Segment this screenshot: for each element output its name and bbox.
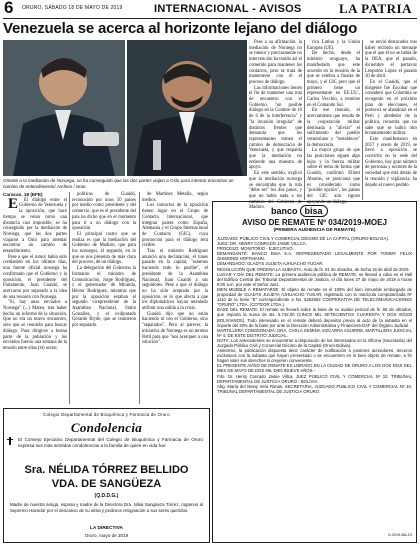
column-divider xyxy=(69,192,70,404)
auction-code: O.2019-BA-19 xyxy=(387,533,412,537)
deceased-name-line-2: VDA. DE SANGÜEZA xyxy=(51,478,162,490)
condolence-title: Condolencia xyxy=(70,420,143,435)
condolence-text: Madre de nuestra amiga, esposa y madre de la Directora Dra. Nilsa Sangüeza Tórrez, rogamos al Supremo Hacedor por el descanso de su alma y pedimos resignación a sus seres queridos. xyxy=(10,502,203,513)
page-number: 6 xyxy=(4,0,14,17)
photo-caption xyxy=(3,178,247,189)
auction-body xyxy=(217,236,412,394)
auction-paragraph: Fdo. Dr. Henry Conrado Jaime Villca, JUEZ PÚBLICO CIVIL Y COMERCIAL Nº 10, TRIBUNAL DEPARTAMENTAL DE JUSTICIA ORURO - BOLIVIA. xyxy=(217,373,412,384)
paragraph: políticas de Guaidó, reconocido por unos 50 países por medio como presidente y del comercio, que es el presidente del país ha dicho que en el momento para ir a un diálogo con la oposición. xyxy=(72,192,136,232)
drop-cap: E xyxy=(8,195,19,212)
issue-date: ORURO, SÁBADO 18 DE MAYO DE 2019 xyxy=(22,5,123,11)
auction-paragraph: JUZGADO: PÚBLICO CIVIL Y COMERCIAL DÉCIMO DE LA CAPITAL (ORURO-BOLIVIA). xyxy=(217,236,389,241)
auction-paragraph: BASE DEL REMATE: El remate se llevará sobre la base de su avalúo pericial de fs. 66 de obrados, que importa la suma de Bs. 5.742,00 (CINCO MIL SETECIENTOS CUARENTA Y DOS 00/100 BOLIVIANOS). Todo interesado en el remate deberá depositar previo al acto de la subasta en el importe del 20% de la base por ante la Dirección Administrativa y Financiera-DAF del Órgano Judicial. xyxy=(217,307,412,328)
page-header xyxy=(0,0,420,19)
paragraph: "Si, hay unas enviados a Noruega" (...) Mateo, tras haber hecho un informe de la situación. Que no era un nuevo encuentro, sino que se reunirán para buscar diálogo. Para dirigirse a buena parte de la población y los enviados fueron una semana de la tensión entre ellas (el) sector. xyxy=(3,300,67,351)
auction-paragraph: LUGAR Y DÍA DEL REMATE: La primera audiencia pública de REMATE, se llevará a cabo en el Hall del Edificio Central del Tribunal Departamental de Justicia, el día lunes 27 de mayo de 2019 a horas 9:00 a.m. por ante el Señor Juez. xyxy=(217,271,412,287)
paragraph: En ese reunión, el acercamiento que resulta de la cooperación militar destinada a "aliviar" el sufrimiento del pueblo venezolano y "restablecer" la democracia. xyxy=(307,108,360,148)
auction-paragraph: RESOLUCIÓN QUE ORDENA LA SUBASTA: Auto de fs. 81 de obrados, de fecha 16 de abril de 2019. xyxy=(217,266,410,272)
auction-paragraph: Asimismo, la publicación dispuesta tiene carácter de notificación a postores acreedores, terceros exclusivos con la subasta que hayan presentado o se encuentren en el bien objeto de remate, a fin hagan valer sus derechos si creyeren conveniente. xyxy=(217,348,412,364)
article-column-1 xyxy=(3,192,67,404)
deceased-name xyxy=(4,463,209,491)
auction-paragraph: Abg. María del Neiny Vera Rimas, SECRETARIA, JUZGADO PÚBLICO CIVIL Y COMERCIAL Nº 10, TRIBUNAL DEPARTAMENTAL DE JUSTICIA ORURO. xyxy=(217,383,412,394)
paragraph: rica Latina y la Unión Europea (UE). xyxy=(307,40,360,51)
signatory: LA DIRECTIVA xyxy=(89,526,124,531)
caption-text: Oriente a la mediación de Noruega, se ha conseguido que las dos partes viajen a Oslo para intentar encontrar un camino de entendimiento/ xyxy=(3,178,234,189)
auction-paragraph: JUEZ: DR. HENRY CONRADO JAIME VILLCA. xyxy=(217,241,307,247)
auction-paragraph: EL PRESENTE AVISO DE REMATE ES LIBRADO EN LA CIUDAD DE ORURO A LOS DOS DÍAS DEL MES DE MAYO DE DOS MIL DIECINUEVE AÑOS.- xyxy=(217,363,412,374)
column-divider xyxy=(362,40,363,200)
paragraph: La mayor grupo de que las posiciones siguen algo lejos y la fuerza militar sobre el tema de forma que Guaidó, confirmó Elliott Abrams, se posiciona que es considerado como "posible opción", los países del GIC aún siguen apoyando un diálogo. xyxy=(307,148,360,205)
bank-word: banco xyxy=(271,206,298,216)
paragraph: En este sentido, explicó que la mediación noruega se encontraba que la ruta "debe ser" los dos pasos, y que no había nada a los caminos del Gobierno de Maduro. xyxy=(249,171,302,211)
auction-notice xyxy=(212,201,417,543)
column-divider xyxy=(139,192,140,404)
caption-credit: Archivo / Nota xyxy=(56,183,86,189)
column-divider xyxy=(304,40,305,200)
article-column-3 xyxy=(142,192,208,404)
paragraph: De hecho, desde el ministro uruguayo, ha manifestado que este acuerdo en la reunión de la que se celebra a finales de mayo, y el GIC pero que el primero tiene un representante en EE.UU., Carlos Vecchio, a reunirse en el Comando Sur. xyxy=(307,51,360,108)
auction-subtitle: (PRIMERA AUDIENCIA DE REMATE) xyxy=(273,228,356,233)
condolence-date: Oruro, mayo de 2019 xyxy=(84,533,129,538)
paragraph: El principal rastro que se realiza es que la mediación del Gobierno de Maduro, que para los noruegos, el segundo, en lo que se nos presenta de más clara del proceso, de un diálogo. xyxy=(72,231,136,266)
paragraph: La delegación del Gobierno la formaron el ministro de Comunicación, Jorge Rodríguez, y el gobernador de Miranda, Héctor Rodríguez, mientras que por la oposición estaban el segundo vicepresidente de la Asamblea Nacional, Stalin González, y el exdiputado Gerardo Blyde, que se reunieron por separado. xyxy=(72,266,136,329)
article-photo xyxy=(3,40,247,176)
newspaper-name: LA PATRIA xyxy=(339,1,412,16)
paragraph: Las informaciones tienen el fin de mantener una ruta de encuentro con el Gobierno, "un posible diálogo en la Cumbre de 10 de 6 de la interferencia" y "la invasión irregular" de distintos frentes que demanda que los representantes tomen el camino de democracia de Venezuela, y que respalda que la mediación no entiende una muestra de apoyo. xyxy=(249,85,302,171)
article-column-2 xyxy=(72,192,136,404)
paragraph xyxy=(3,195,67,255)
deceased-name-line-1: Sra. NÉLIDA TÓRREZ BELLIDO xyxy=(24,464,189,476)
paragraph: Los contactos de la oposición tienen lugar en el Grupo de Contacto Internacional, que integran países como España, Alemania y el Grupo Internacional de Contacto (GIC), cuya promoción para el diálogo será creíble. xyxy=(142,203,208,249)
bank-logo xyxy=(271,205,328,217)
paragraph: En el Guaidó, que el dirigente fue Escobar que consideró que Colombia se recogerán en el próximo plan de elecciones, el portavoz se abandonó en el Perú y alrededor de la política, recuerda que no sabe que se habrá otro levantamiento militar. xyxy=(365,79,417,137)
paragraph: de Martínez Metallo, según medios. xyxy=(142,192,208,203)
auction-paragraph: DEMANDADO: GLADYS JULIETA AJHUACHO YUGAR. xyxy=(217,261,324,267)
auction-paragraph: DEMANDANTE: BANCO BISA S.A. REPRESENTADO LEGALMENTE POR TOMMY FELIX GISMONDI HOFFMANN. xyxy=(217,251,412,262)
article-column-6 xyxy=(365,40,417,200)
paragraph-text: El diálogo entre el Gobierno de Venezuela y la oposición, que hace tiempo se veían como una distancia casi imposible, se ha conseguido por la mediación de Noruega, que las dos partes viajaron a Oslo para intentar encontrar un camino de entendimiento. xyxy=(3,197,67,255)
article-dateline: Caracas, 18 (EFE) xyxy=(3,192,43,197)
auction-paragraph: MARTILLERA COMISIONADA: DRA. CARLA GEMINA VIZCARRA AGUIRRE, MARTILLERA JUDICIAL Nº 4, DE ESTE DISTRITO JUDICIAL. xyxy=(217,327,412,338)
header-rule xyxy=(3,18,417,19)
auction-paragraph: BIEN MUEBLE A REMATARSE: El objeto de remate es el 100% del bien inmueble embargado de propiedad de GLADYS JULIETA AJHUACHO YUGAR, registrado con la matrícula computarizada Nº 1110 de la Serie "E" correspondiente a No. 5262562 COOPERATIVA DE TELECOMUNICACIONES "ORURO" LTDA. (COTEOR LTDA.). xyxy=(217,286,412,308)
photo-illustration xyxy=(3,40,247,176)
paragraph: Tras el ministro Rodríguez anunció una declaración, el lunes pasado en la capital, "estamos haciendo todo lo posible", el presidente de la Asamblea Nacional, Juan Guaidó a sus seguidores. Pese a que el diálogo no ha sido aceptado por la oposición, es lo que afecta a que los diplomáticos hayan intentado atribuir una salida a la crisis. xyxy=(142,249,208,312)
article-headline: Venezuela se acerca al horizonte lejano del diálogo xyxy=(3,20,358,37)
auction-paragraph: NOTA: Los antecedentes se encuentran a disposición de los interesados en la Oficina (Secretaría) del Juzgado Público Civil y Comercial Décimo de la Capital (Oruro-Bolivia). xyxy=(217,337,412,348)
paragraph: Guaidó dijo que no están haciendo ni con el Gobierno, sino "separados". Pero al parecer, la iniciativa de Noruega es un terreno fértil para que "nos acerquen a una solución". xyxy=(142,311,208,346)
condolence-intro: El Consejo Ejecutivo Departamental del Colegio de Bioquímica y Farmacia de Oruro expresa sus más sentidas condolencias a la familia de quien en vida fue: xyxy=(18,437,203,448)
article-column-5 xyxy=(307,40,360,205)
section-title: INTERNACIONAL - AVISOS xyxy=(154,3,302,15)
paragraph: Pese a su afirmación, la mediación de Noruega no se menor y precisamente no intervención ha tenido así el cometido para mantener los contactos, pero se trata de mantenerse con el el proceso de diálogo. xyxy=(249,40,302,85)
bisa-logo-icon: bisa xyxy=(300,205,328,217)
condolence-organization: Colegio Departamental de Bioquímica y Farmacia de Oruro xyxy=(43,412,170,417)
condolence-notice xyxy=(3,408,210,543)
honorific: (Q.D.D.G.) xyxy=(94,493,119,499)
auction-paragraph: PROCESO: MONITORIO - EJECUTIVO. xyxy=(217,246,294,252)
auction-title: AVISO DE REMATE Nº 034/2019-MOEJ xyxy=(242,218,387,227)
paragraph: Esto manifestaron en 2017 y enero de 2019, se llevó a oposición se convirtió en la sede del Gobierno, hay gran número de personas y sectores de la sociedad que está detrás de la reunión y vigilancia, ha dejado el nuevo pedido. xyxy=(365,136,417,188)
paragraph: se envió destacados tras haber recibido un mensaje que el que él no se había de la OEA, que el pasado, diciembre el portavoz Leopoldo López el pasado 30 de abril. xyxy=(365,40,417,80)
paragraph: Pese a que el rumor había sido combatido en los últimos días, una fuente oficial noruega ha confirmado que el Gobierno y la oposición, el presidente del Parlamento, Juan Guaidó, se acercaron por separado a la idea de una reunión con Noruega. xyxy=(3,254,67,300)
